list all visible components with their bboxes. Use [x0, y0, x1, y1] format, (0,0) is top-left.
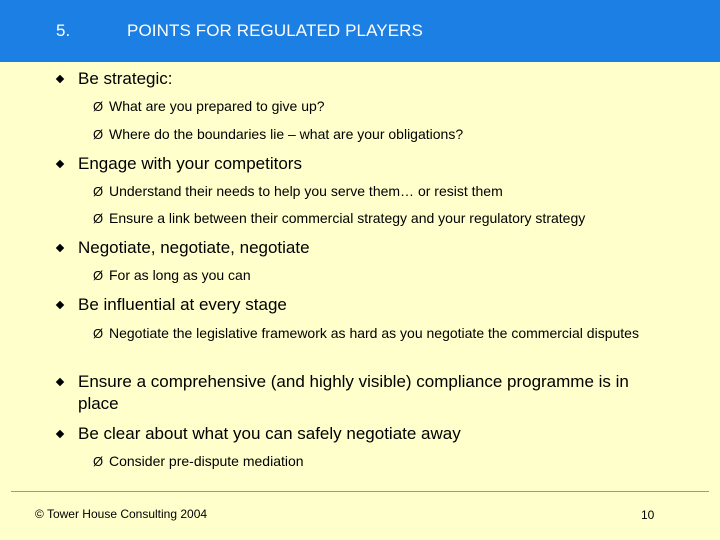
footer-divider [11, 491, 709, 492]
arrow-marker-icon: Ø [93, 326, 104, 341]
sub-text: What are you prepared to give up? [109, 98, 325, 114]
bullet-text: Negotiate, negotiate, negotiate [78, 238, 310, 257]
bullet-text: Be clear about what you can safely negotiate away [78, 424, 461, 443]
diamond-bullet-icon [56, 378, 64, 386]
arrow-marker-icon: Ø [93, 99, 104, 114]
diamond-bullet-icon [56, 75, 64, 83]
bullet-text: Be influential at every stage [78, 295, 287, 314]
arrow-marker-icon: Ø [93, 211, 104, 226]
sub-text: Understand their needs to help you serve them… or resist them [109, 183, 503, 199]
diamond-bullet-icon [56, 244, 64, 252]
sub-text: Ensure a link between their commercial strategy and your regulatory strategy [109, 210, 586, 226]
arrow-marker-icon: Ø [93, 184, 104, 199]
slide-title: POINTS FOR REGULATED PLAYERS [127, 21, 423, 40]
bullet-text: Ensure a comprehensive (and highly visible) compliance programme is in place [78, 372, 629, 413]
slide-number: 5. [56, 21, 71, 40]
arrow-marker-icon: Ø [93, 268, 104, 283]
sub-text: Consider pre-dispute mediation [109, 453, 304, 469]
diamond-bullet-icon [56, 301, 64, 309]
arrow-marker-icon: Ø [93, 127, 104, 142]
arrow-marker-icon: Ø [93, 454, 104, 469]
sub-text: Negotiate the legislative framework as hard as you negotiate the commercial disputes [109, 325, 639, 341]
bullet-text: Engage with your competitors [78, 154, 302, 173]
diamond-bullet-icon [56, 430, 64, 438]
diamond-bullet-icon [56, 160, 64, 168]
bullet-text: Be strategic: [78, 69, 173, 88]
copyright-text: © Tower House Consulting 2004 [35, 507, 208, 521]
sub-text: Where do the boundaries lie – what are your obligations? [109, 126, 464, 142]
page-number: 10 [641, 508, 655, 522]
sub-text: For as long as you can [109, 267, 251, 283]
